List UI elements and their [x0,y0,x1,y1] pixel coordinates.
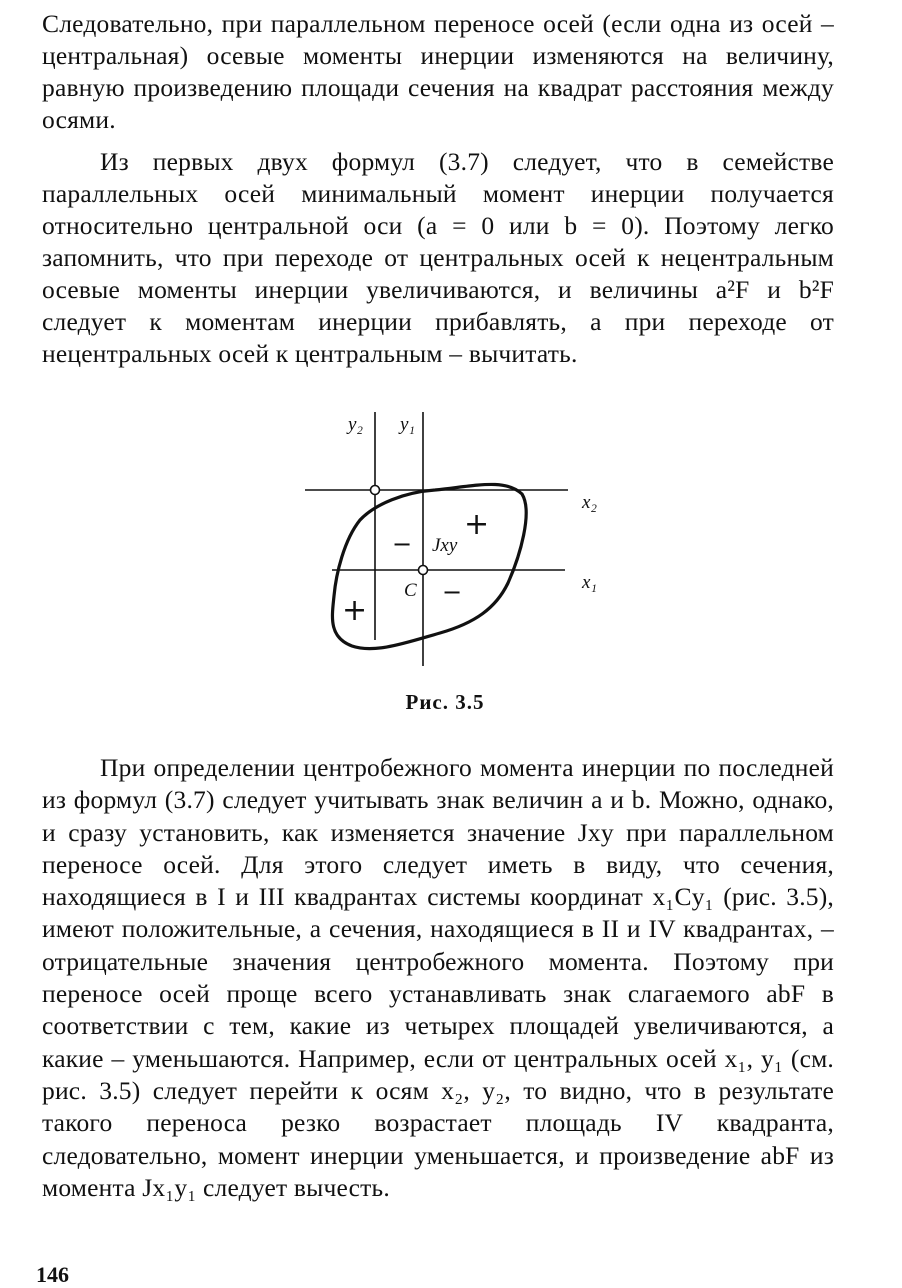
paragraph-minimum-moment: Из первых двух формул (3.7) следует, что в семействе параллельных осей минимальный момент инерции получается относительно центральной оси (a = 0 или b = 0). Поэтому легко запомнить, что при переходе от центральных осей к нецентральным осевые моменты инерции увеличиваются, и величины a²F и b²F следует к моментам инерции прибавлять, а при переходе от нецентральных осей к центральным – вычитать. [42,147,834,368]
label-y2: y₂ [348,414,364,435]
label-x2: x₂ [581,492,597,513]
sign-quadrant-iii: + [342,593,368,628]
centroid-c-marker [419,566,428,575]
figure-caption: Рис. 3.5 [405,690,485,714]
figure-3-5 [300,408,597,676]
label-y1: y₁ [400,414,416,435]
sign-quadrant-iv: − [442,578,463,606]
paragraph-centrifugal-moment: При определении центробежного момента инерции по последней из формул (3.7) следует учитывать знак величин a и b. Можно, однако, и сразу установить, как изменяется значение Jxy при параллельном переносе осей. Для этого следует иметь в виду, что сечения, находящиеся в I и III квадрантах системы координат x₁Cy₁ (рис. 3.5), имеют положительные, а сечения, находящиеся в II и IV квадрантах, – отрицательные значения центробежного момента. Поэтому при переносе осей проще всего устанавливать знак слагаемого abF в соответствии с тем, какие из четырех площадей увеличиваются, а какие – уменьшаются. Например, если от центральных осей x₁, y₁ (см. рис. 3.5) следует перейти к осям x₂, y₂, то видно, что в результате такого переноса резко возрастает площадь IV квадранта, следовательно, момент инерции уменьшается, и произведение abF из момента Jx₁y₁ следует вычесть. [42,753,834,1202]
paragraph-parallel-shift: Следовательно, при параллельном переносе осей (если одна из осей – центральная) осевые моменты инерции изменяются на величину, равную произведению площади сечения на квадрат расстояния между осями. [42,9,834,134]
axes-diagram [300,408,597,676]
page-number: 146 [36,1262,69,1287]
sign-quadrant-i: + [464,507,490,542]
label-jxy: Jxy [432,535,458,556]
sign-quadrant-ii: − [392,530,413,558]
label-x1: x₁ [581,572,597,593]
label-center-c: C [404,580,417,601]
origin-o2-marker [371,486,380,495]
